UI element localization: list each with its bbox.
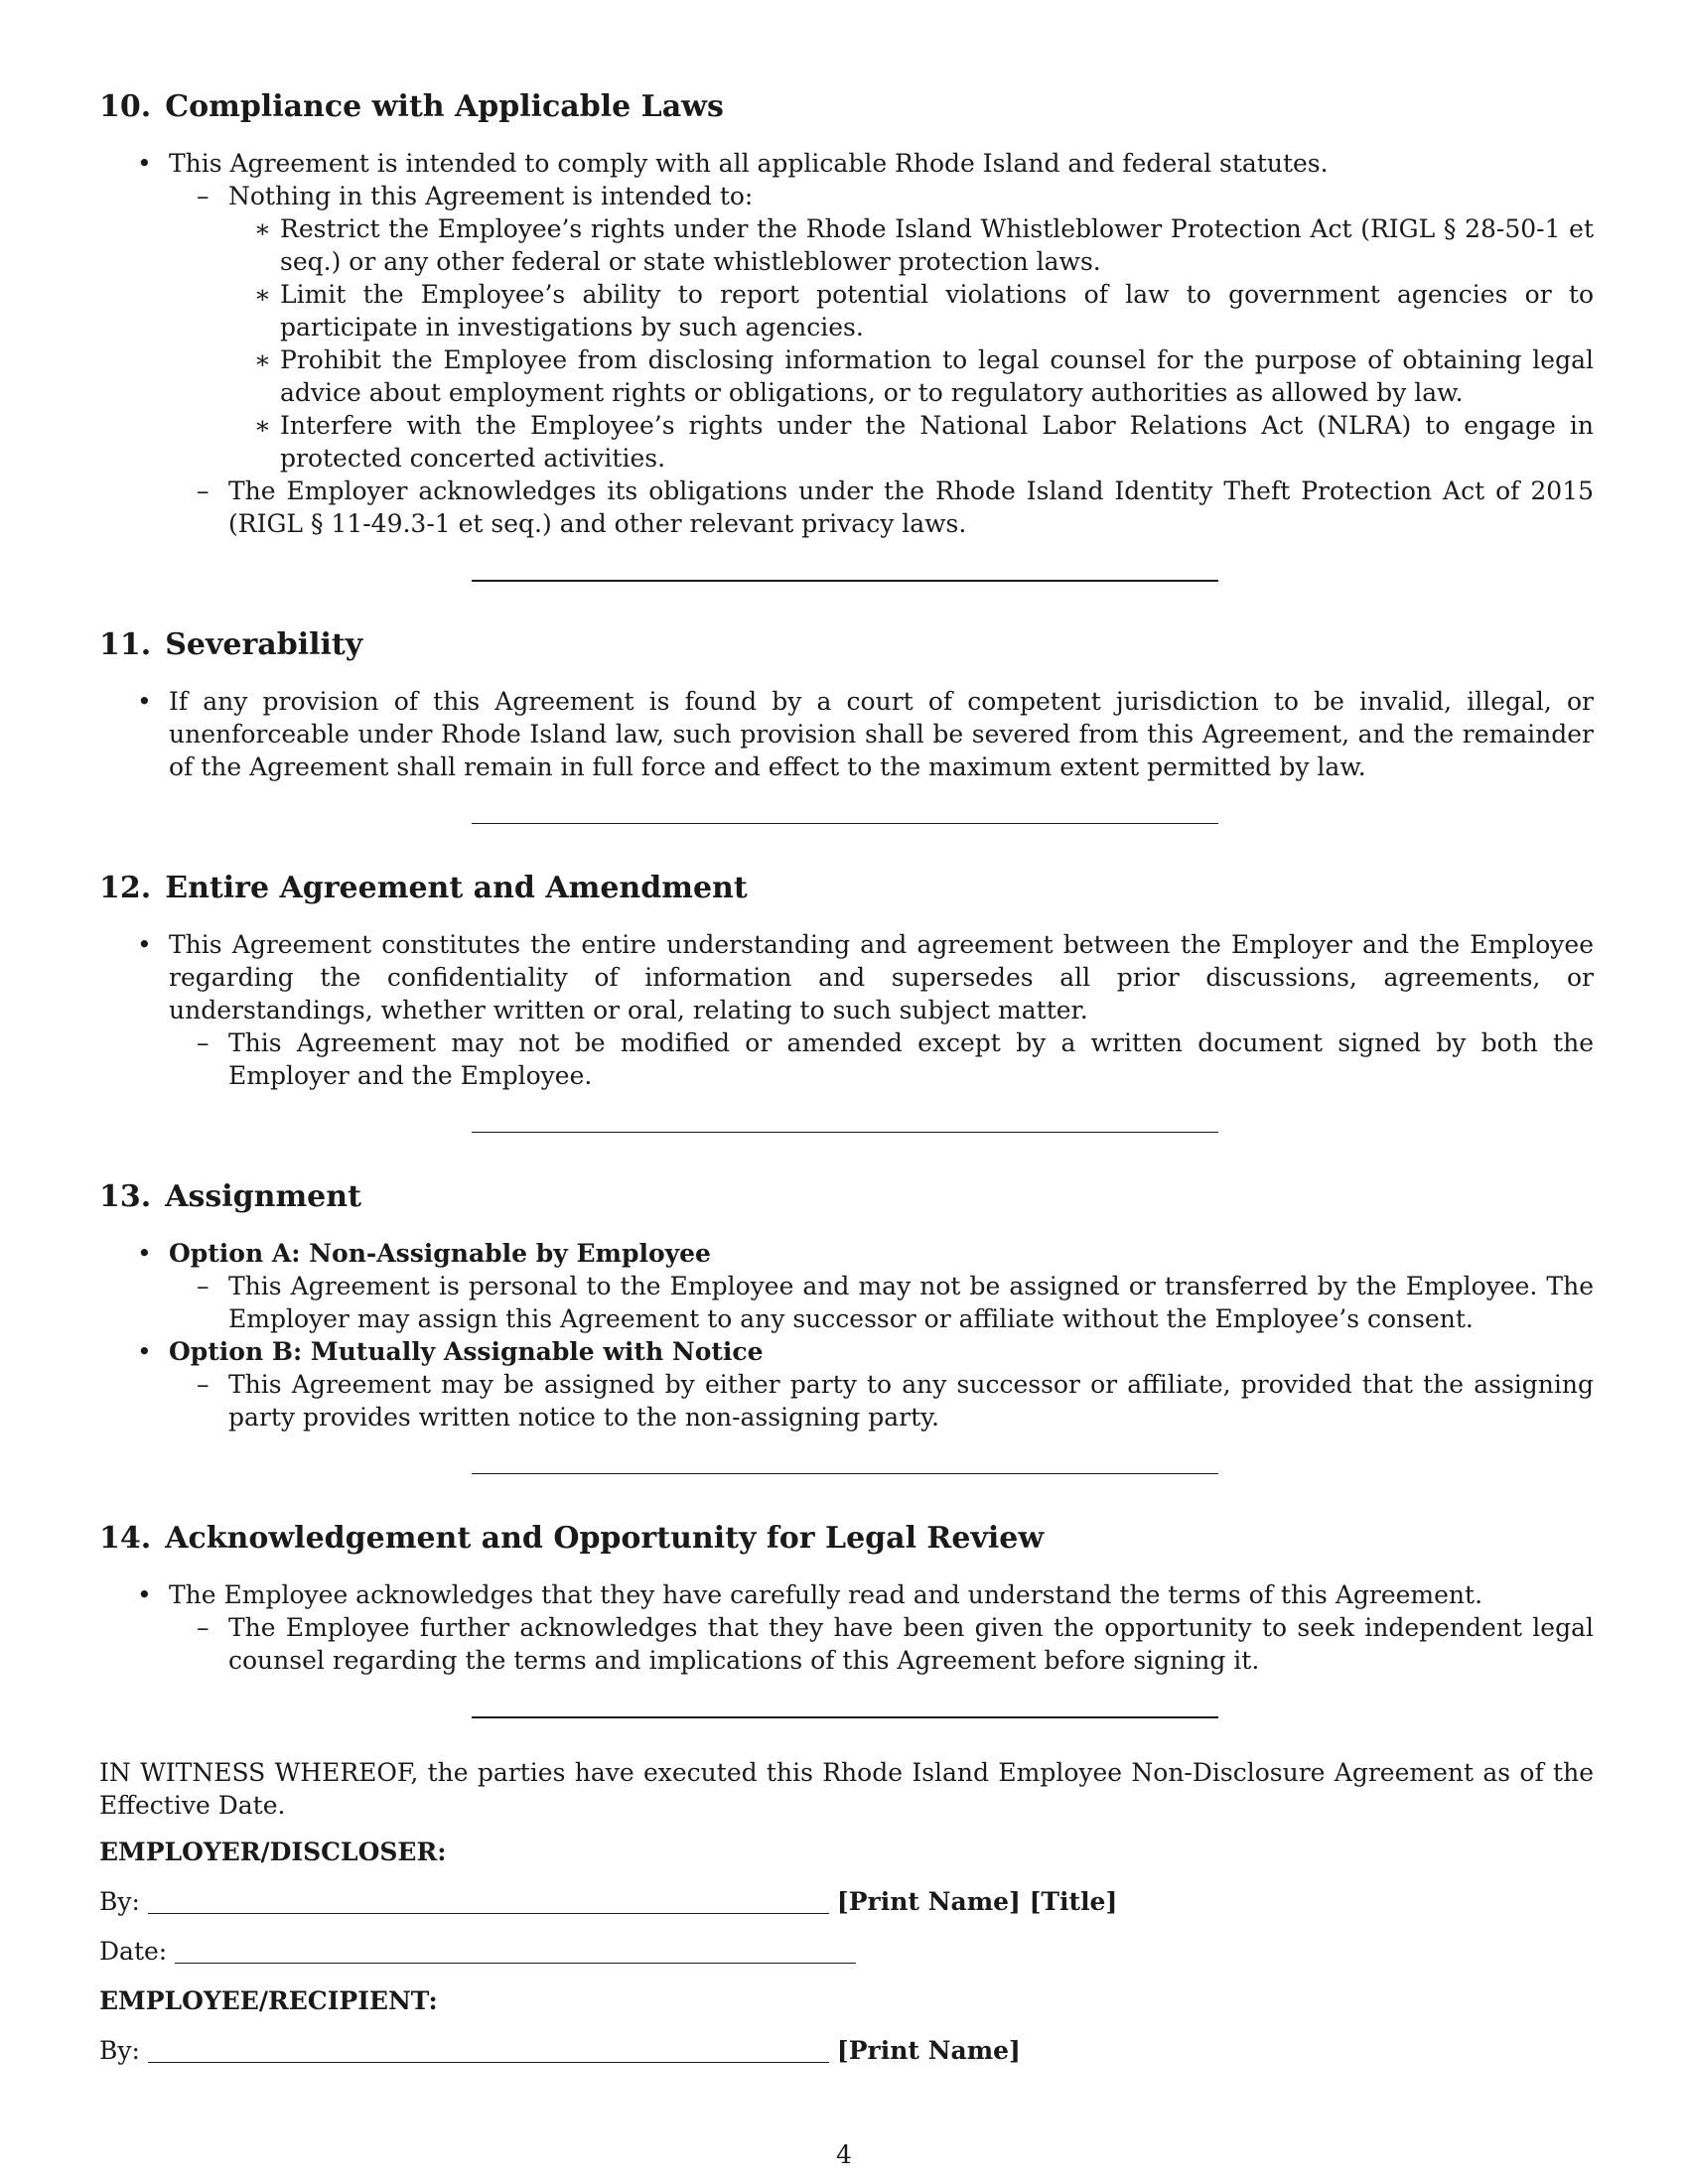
section-heading [99, 89, 1594, 125]
print-name: [Print Name] [836, 2036, 1021, 2065]
section-heading [99, 871, 1594, 906]
list-item-text: The Employee further acknowledges that they have been given the opportunity to seek independent legal counsel regarding the terms and implications of this Agreement before signing it. [228, 1613, 1594, 1675]
dash-marker: – [197, 1028, 210, 1057]
list-item [99, 685, 1594, 783]
section-title: Assignment [165, 1179, 361, 1214]
sub-list-item [167, 1611, 1594, 1677]
dash-marker: – [197, 1370, 210, 1399]
sub-list-item [167, 1026, 1594, 1092]
sub-sub-list-item [228, 343, 1594, 409]
sub-sub-list-item [228, 212, 1594, 278]
employer-date-line [99, 1935, 1594, 1968]
list-item [99, 1237, 1594, 1335]
sub-list-item [167, 180, 1594, 475]
employer-signature-line [99, 1885, 1594, 1918]
section-10 [99, 89, 1594, 540]
bullet-list [99, 1578, 1594, 1677]
section-title: Compliance with Applicable Laws [165, 89, 724, 124]
dash-marker: – [197, 1613, 210, 1642]
bullet-marker: • [137, 1580, 152, 1609]
sub-sub-list [228, 212, 1594, 475]
section-title: Entire Agreement and Amendment [165, 871, 748, 905]
section-divider [99, 1716, 1594, 1718]
option-a-label: Option A: Non-Assignable by Employee [169, 1239, 711, 1268]
star-marker: ∗ [254, 214, 271, 243]
witness-clause: IN WITNESS WHEREOF, the parties have executed this Rhode Island Employee Non-Disclosure Agreement as of the Effective Date. [99, 1758, 1594, 1820]
list-item-text: If any provision of this Agreement is found by a court of competent jurisdiction to be invalid, illegal, or unenforceable under Rhode Island law, such provision shall be severed from this Agreement, and the remainder of the Agreement shall remain in full force and effect to the maximum extent permitted by law. [169, 687, 1594, 781]
section-14 [99, 1521, 1594, 1677]
section-heading [99, 627, 1594, 663]
list-item-text: Prohibit the Employee from disclosing information to legal counsel for the purpose of obtaining legal advice about employment rights or obligations, or to regulatory authorities as allowed by law. [280, 345, 1594, 407]
list-item-text: This Agreement may not be modified or amended except by a written document signed by both the Employer and the Employee. [228, 1028, 1594, 1090]
section-number: 11. [99, 627, 152, 662]
sub-list-item [167, 475, 1594, 540]
section-11 [99, 627, 1594, 783]
section-divider [99, 580, 1594, 582]
list-item-text: This Agreement constitutes the entire understanding and agreement between the Employer and the Employee regarding the confidentiality of information and supersedes all prior discussions, agreements, or understandings, whether written or oral, relating to such subject matter. [169, 930, 1594, 1024]
bullet-list [99, 685, 1594, 783]
section-title: Acknowledgement and Opportunity for Legal Review [165, 1521, 1045, 1556]
bullet-list [99, 1237, 1594, 1433]
bullet-list [99, 147, 1594, 540]
section-title: Severability [165, 627, 363, 662]
list-item [99, 1578, 1594, 1677]
sub-sub-list-item [228, 278, 1594, 343]
list-item-text: Nothing in this Agreement is intended to: [228, 182, 754, 210]
sub-list [169, 1026, 1594, 1092]
list-item [99, 147, 1594, 540]
list-item-text: The Employee acknowledges that they have carefully read and understand the terms of this Agreement. [169, 1580, 1483, 1609]
list-item-text: This Agreement is intended to comply with all applicable Rhode Island and federal statutes. [169, 149, 1329, 178]
section-number: 14. [99, 1521, 152, 1556]
list-item-text: Interfere with the Employee’s rights under the National Labor Relations Act (NLRA) to engage in protected concerted activities. [280, 411, 1594, 473]
list-item-text: The Employer acknowledges its obligations under the Rhode Island Identity Theft Protection Act of 2015 (RIGL § 11-49.3-1 et seq.) and other relevant privacy laws. [228, 477, 1594, 538]
section-13 [99, 1179, 1594, 1433]
option-b-label: Option B: Mutually Assignable with Notice [169, 1337, 764, 1366]
employer-heading: EMPLOYER/DISCLOSER: [99, 1838, 447, 1866]
section-number: 12. [99, 871, 152, 905]
dash-marker: – [197, 182, 210, 210]
employee-signature-field[interactable] [148, 2036, 829, 2063]
section-divider [99, 823, 1594, 825]
employer-date-field[interactable] [175, 1937, 856, 1964]
section-12 [99, 871, 1594, 1092]
list-item-text: Limit the Employee’s ability to report potential violations of law to government agencies or to participate in investigations by such agencies. [280, 280, 1594, 341]
sub-list [169, 1270, 1594, 1335]
list-item-text: Restrict the Employee’s rights under the Rhode Island Whistleblower Protection Act (RIGL § 28-50-1 et seq.) or any other federal or state whistleblower protection laws. [280, 214, 1594, 276]
list-item-text: This Agreement may be assigned by either party to any successor or affiliate, provided that the assigning party provides written notice to the non-assigning party. [228, 1370, 1594, 1432]
bullet-marker: • [137, 1337, 152, 1366]
dash-marker: – [197, 477, 210, 505]
star-marker: ∗ [254, 411, 271, 440]
sub-list [169, 1368, 1594, 1433]
bullet-marker: • [137, 930, 152, 959]
employee-heading: EMPLOYEE/RECIPIENT: [99, 1986, 438, 2015]
section-heading [99, 1179, 1594, 1215]
list-item [99, 1335, 1594, 1433]
list-item-text: This Agreement is personal to the Employee and may not be assigned or transferred by the Employee. The Employer may assign this Agreement to any successor or affiliate without the Employee’s consent. [228, 1272, 1594, 1333]
bullet-marker: • [137, 1239, 152, 1268]
section-divider [99, 1132, 1594, 1134]
by-label: By: [99, 1887, 140, 1916]
section-divider [99, 1473, 1594, 1475]
document-page [99, 89, 1594, 2067]
sub-list-item [167, 1368, 1594, 1433]
print-name-title: [Print Name] [Title] [836, 1887, 1118, 1916]
employee-signature-line [99, 2034, 1594, 2067]
bullet-list [99, 928, 1594, 1092]
star-marker: ∗ [254, 280, 271, 309]
employer-signature-field[interactable] [148, 1887, 829, 1914]
page-number: 4 [836, 2140, 852, 2169]
date-label: Date: [99, 1937, 168, 1966]
section-number: 10. [99, 89, 152, 124]
dash-marker: – [197, 1272, 210, 1300]
sub-sub-list-item [228, 409, 1594, 475]
sub-list [169, 180, 1594, 540]
star-marker: ∗ [254, 345, 271, 374]
bullet-marker: • [137, 687, 152, 716]
section-number: 13. [99, 1179, 152, 1214]
by-label: By: [99, 2036, 140, 2065]
bullet-marker: • [137, 149, 152, 178]
section-heading [99, 1521, 1594, 1557]
list-item [99, 928, 1594, 1092]
sub-list-item [167, 1270, 1594, 1335]
sub-list [169, 1611, 1594, 1677]
